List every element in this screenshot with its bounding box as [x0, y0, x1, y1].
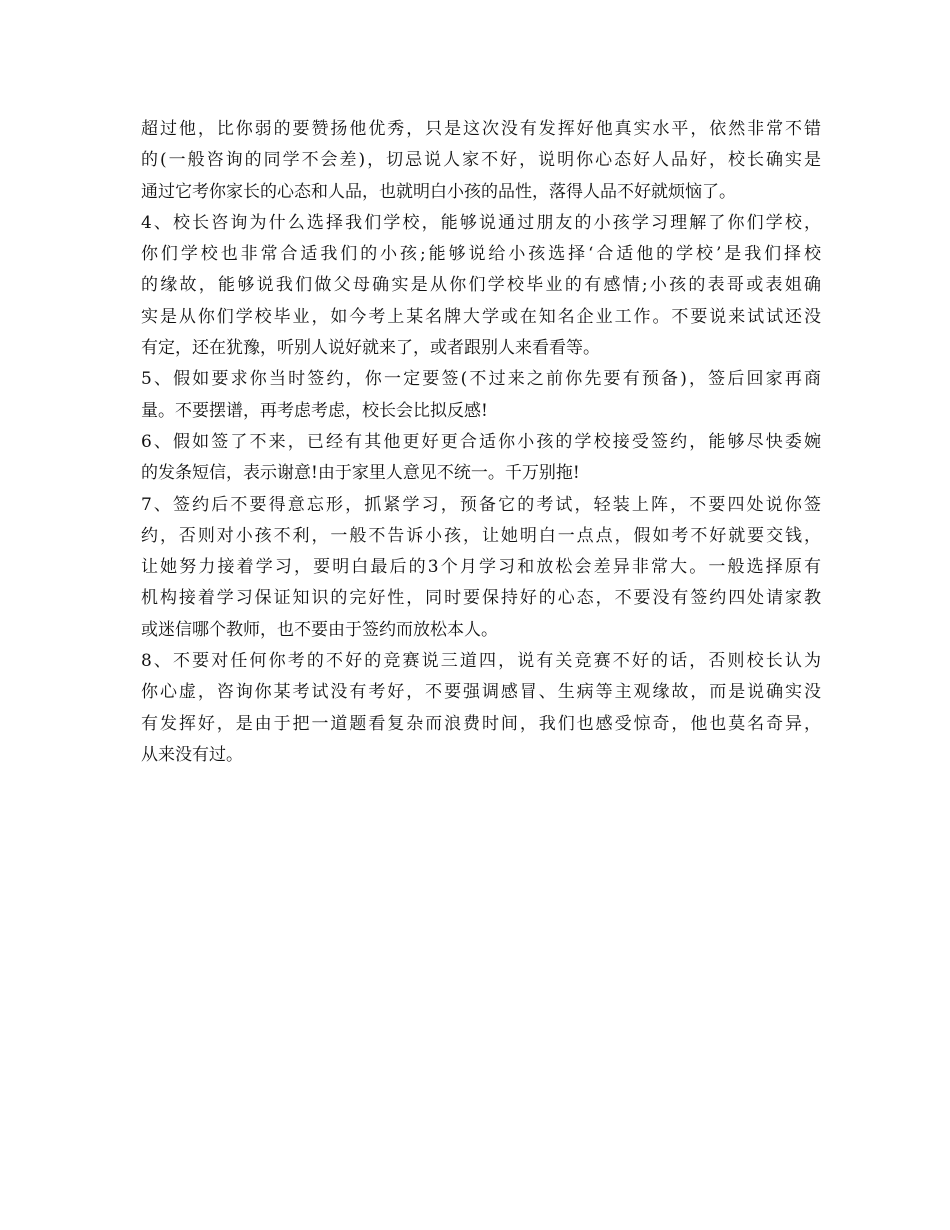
document-body: [141, 114, 821, 771]
text-line: 有定，还在犹豫，听别人说好就来了，或者跟别人来看看等。: [141, 338, 600, 359]
text-line: 让她努力接着学习，要明白最后的3个月学习和放松会差异非常大。一般选择原有: [141, 557, 821, 578]
text-line: 4、校长咨询为什么选择我们学校，能够说通过朋友的小孩学习理解了你们学校，: [141, 212, 821, 233]
text-line: 5、假如要求你当时签约，你一定要签(不过来之前你先要有预备)，签后回家再商: [141, 369, 821, 390]
text-line: 6、假如签了不来，已经有其他更好更合适你小孩的学校接受签约，能够尽快委婉: [141, 431, 821, 452]
text-line: 的缘故，能够说我们做父母确实是从你们学校毕业的有感情;小孩的表哥或表姐确: [141, 275, 821, 296]
text-line: 约，否则对小孩不利，一般不告诉小孩，让她明白一点点，假如考不好就要交钱，: [141, 525, 821, 546]
text-line: 超过他，比你弱的要赞扬他优秀，只是这次没有发挥好他真实水平，依然非常不错: [141, 119, 821, 139]
text-line: 的发条短信，表示谢意!由于家里人意见不统一。千万别拖!: [141, 463, 580, 484]
text-line: 有发挥好，是由于把一道题看复杂而浪费时间，我们也感受惊奇，他也莫名奇异，: [141, 713, 821, 734]
text-line: 你心虚，咨询你某考试没有考好，不要强调感冒、生病等主观缘故，而是说确实没: [141, 682, 821, 703]
text-line: 从来没有过。: [141, 744, 243, 765]
text-line: 8、不要对任何你考的不好的竞赛说三道四，说有关竞赛不好的话，否则校长认为: [141, 651, 821, 672]
text-line: 通过它考你家长的心态和人品，也就明白小孩的品性，落得人品不好就烦恼了。: [141, 181, 736, 202]
text-line: 实是从你们学校毕业，如今考上某名牌大学或在知名企业工作。不要说来试试还没: [141, 306, 821, 327]
text-line: 量。不要摆谱，再考虑考虑，校长会比拟反感!: [141, 400, 488, 421]
text-line: 的(一般咨询的同学不会差)，切忌说人家不好，说明你心态好人品好，校长确实是: [141, 150, 821, 171]
text-line: 机构接着学习保证知识的完好性，同时要保持好的心态，不要没有签约四处请家教: [141, 588, 821, 609]
text-line: 或迷信哪个教师，也不要由于签约而放松本人。: [141, 619, 498, 640]
text-line: 你们学校也非常合适我们的小孩;能够说给小孩选择‘合适他的学校’是我们择校: [141, 244, 821, 265]
text-line: 7、签约后不要得意忘形，抓紧学习，预备它的考试，轻装上阵，不要四处说你签: [141, 494, 821, 515]
